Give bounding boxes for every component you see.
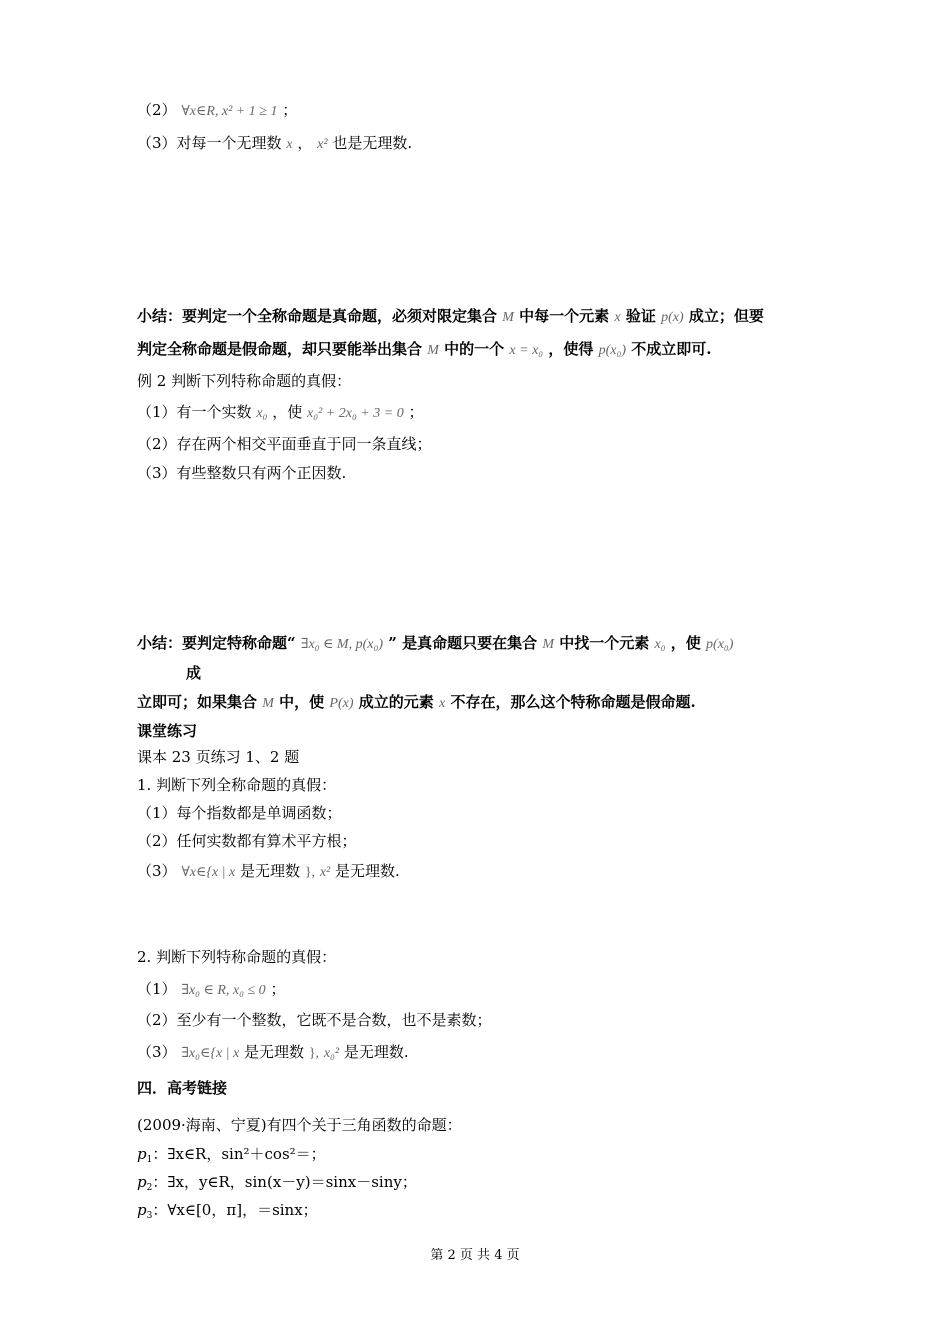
summary-1-line-1: 小结：要判定一个全称命题是真命题，必须对限定集合 M 中每一个元素 x 验证 p(x) 成立；但要 — [137, 307, 764, 325]
example-2-title: 例 2 判断下列特称命题的真假： — [137, 372, 352, 390]
question-1-item-3: （3） ∀x∈{x | x 是无理数 }, x² 是无理数. — [137, 862, 400, 880]
top-item-3: （3）对每一个无理数 x ， x² 也是无理数. — [137, 134, 413, 152]
question-2-title: 2. 判断下列特称命题的真假： — [137, 948, 337, 966]
top-item-2: （2） ∀x∈R, x² + 1 ≥ 1 ； — [137, 101, 298, 119]
example-2-item-1: （1）有一个实数 x₀ ，使 x₀² + 2x₀ + 3 = 0 ； — [137, 403, 424, 421]
item-2-formula: ∀x∈R, x² + 1 ≥ 1 — [181, 104, 278, 119]
question-2-item-3: （3） ∃x₀∈{x | x 是无理数 }, x₀² 是无理数. — [137, 1043, 409, 1061]
summary-2-line-1: 小结：要判定特称命题“ ∃x₀ ∈ M, p(x₀) ” 是真命题只要在集合 M 中找一个元素 x₀ ，使 p(x₀) — [137, 634, 734, 652]
proposition-p2: $p_2$：∃x，y∈R，sin(x－y)＝sinx－siny； — [137, 1173, 417, 1193]
page-footer: 第 2 页 共 4 页 — [430, 1248, 520, 1263]
question-2-item-2: （2）至少有一个整数，它既不是合数，也不是素数； — [137, 1011, 492, 1029]
practice-reference: 课本 23 页练习 1、2 题 — [137, 748, 300, 766]
question-1-item-1: （1）每个指数都是单调函数； — [137, 804, 342, 822]
proposition-p1: $p_1$：∃x∈R，sin²＋cos²＝； — [137, 1145, 326, 1165]
practice-heading: 课堂练习 — [137, 722, 198, 740]
example-2-item-2: （2）存在两个相交平面垂直于同一条直线； — [137, 435, 432, 453]
summary-2-continuation: 成 — [186, 664, 202, 682]
proposition-p3: $p_3$：∀x∈[0，π]，＝sinx； — [137, 1201, 318, 1221]
section-4-heading: 四．高考链接 — [137, 1079, 228, 1097]
question-1-item-2: （2）任何实数都有算术平方根； — [137, 832, 357, 850]
question-1-title: 1. 判断下列全称命题的真假： — [137, 776, 337, 794]
summary-2-line-2: 立即可；如果集合 M 中，使 P(x) 成立的元素 x 不存在，那么这个特称命题是假命题. — [137, 693, 696, 711]
question-2-item-1: （1） ∃x₀ ∈ R, x₀ ≤ 0 ； — [137, 980, 286, 998]
section-4-intro: (2009·海南、宁夏)有四个关于三角函数的命题： — [137, 1116, 462, 1134]
example-2-item-3: （3）有些整数只有两个正因数. — [137, 464, 347, 482]
summary-1-line-2: 判定全称命题是假命题，却只要能举出集合 M 中的一个 x = x₀ ，使得 p(x₀) 不成立即可. — [137, 340, 712, 358]
